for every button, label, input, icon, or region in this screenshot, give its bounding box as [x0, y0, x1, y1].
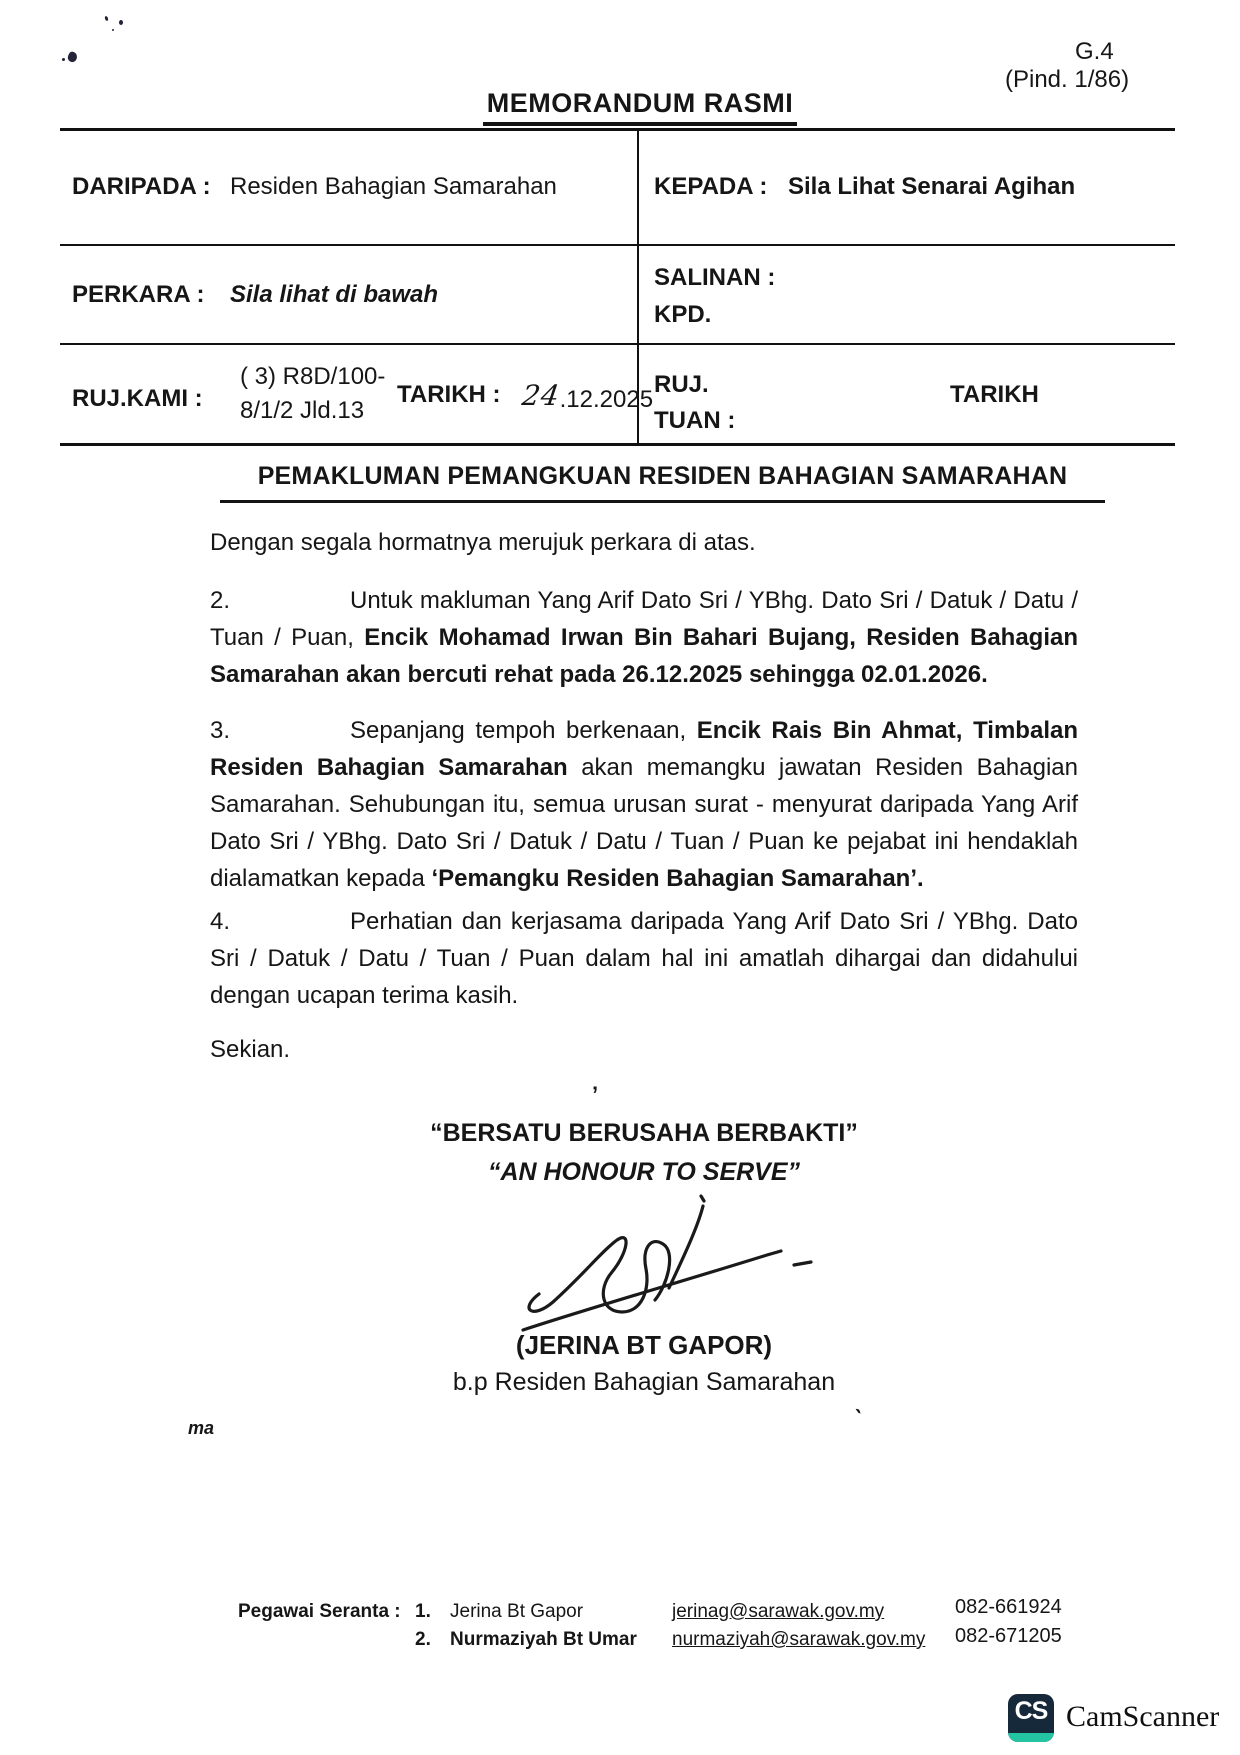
paragraph-2: [210, 582, 1078, 693]
table-rule: [60, 343, 1175, 345]
motto-line-2: “AN HONOUR TO SERVE”: [487, 1158, 801, 1186]
camscanner-badge-accent-bar: [1008, 1733, 1054, 1742]
tarikh-kami-value: [519, 379, 654, 414]
paragraph-1: Dengan segala hormatnya merujuk perkara di atas.: [210, 529, 756, 556]
contact-phone: 082-661924: [955, 1596, 1062, 1618]
ink-speck: [62, 58, 65, 61]
kepada-value: Sila Lihat Senarai Agihan: [788, 173, 1076, 200]
daripada-label: DARIPADA :: [72, 173, 211, 200]
ink-speck: [112, 29, 114, 31]
camscanner-logo-icon: [1008, 1694, 1054, 1742]
contact-email: nurmaziyah@sarawak.gov.my: [672, 1629, 926, 1650]
daripada-value: Residen Bahagian Samarahan: [230, 173, 557, 200]
rujtuan-label-line2: TUAN :: [654, 407, 736, 434]
contact-name: Nurmaziyah Bt Umar: [450, 1629, 637, 1650]
paragraph-3-bold-2: ‘Pemangku Residen Bahagian Samarahan’.: [431, 865, 924, 892]
paragraph-number: 4.: [210, 908, 231, 935]
motto-line-1: “BERSATU BERUSAHA BERBAKTI”: [430, 1119, 858, 1147]
paragraph-3-bold-1: Encik Rais Bin Ahmat, Timbalan Residen Bahagian Samarahan: [210, 717, 1078, 781]
motto-block: [210, 1114, 1078, 1192]
perkara-value: Sila lihat di bawah: [230, 281, 439, 308]
camscanner-wordmark: CamScanner: [1066, 1700, 1220, 1733]
memo-title-row: [0, 88, 1240, 126]
closing-word: Sekian.: [210, 1036, 291, 1063]
form-code: G.4: [1075, 38, 1114, 65]
paragraph-number: 3.: [210, 717, 231, 744]
paragraph-4-text: Perhatian dan kerjasama daripada Yang Arif Dato Sri / YBhg. Dato Sri / Datuk / Datu / Tuan / Puan dalam hal ini amatlah dihargai dan didahului dengan ucapan terima kasih.: [210, 908, 1078, 1009]
stray-pen-mark: ’: [592, 1082, 599, 1107]
stray-pen-mark: ˋ: [849, 1403, 864, 1435]
paragraph-2-text: Untuk makluman Yang Arif Dato Sri / YBhg. Dato Sri / Datuk / Datu / Tuan / Puan,: [210, 587, 1078, 651]
contact-number: 2.: [415, 1629, 431, 1650]
signature-scribble: [505, 1192, 825, 1347]
salinan-label: SALINAN :: [654, 264, 776, 291]
camscanner-badge-text: CS: [1014, 1697, 1048, 1725]
tarikh-kami-label: TARIKH :: [397, 381, 501, 408]
tarikh-handwritten-day: 24: [519, 379, 563, 412]
paragraph-3: [210, 712, 1078, 897]
contact-number: 1.: [415, 1601, 431, 1622]
signer-title: b.p Residen Bahagian Samarahan: [452, 1368, 836, 1396]
rujkami-ref-line1: ( 3) R8D/100-: [240, 363, 386, 390]
contact-phone: 082-671205: [955, 1625, 1062, 1647]
paragraph-2-bold: Encik Mohamad Irwan Bin Bahari Bujang, Residen Bahagian Samarahan akan bercuti rehat pada 26.12.2025 sehingga 02.01.2026.: [210, 624, 1079, 688]
subject-heading: PEMAKLUMAN PEMANGKUAN RESIDEN BAHAGIAN SAMARAHAN: [220, 462, 1105, 503]
rujkami-label: RUJ.KAMI :: [72, 385, 203, 412]
footer-label: Pegawai Seranta :: [238, 1601, 401, 1622]
paragraph-3-text-2: akan memangku jawatan Residen Bahagian Samarahan. Sehubungan itu, semua urusan surat - menyurat daripada Yang Arif Dato Sri / YBhg. Dato Sri / Datuk / Datu / Tuan / Puan ke pejabat ini hendaklah dialamatkan kepada: [210, 754, 1079, 892]
rujtuan-label-line1: RUJ.: [654, 371, 709, 398]
memo-header-table: [60, 128, 1175, 446]
paragraph-3-text-1: Sepanjang tempoh berkenaan,: [350, 717, 687, 744]
ink-speck: [104, 16, 109, 22]
kepada-label: KEPADA :: [654, 173, 768, 200]
form-revision: (Pind. 1/86): [1005, 66, 1130, 93]
rujkami-ref-line2: 8/1/2 Jld.13: [240, 397, 365, 424]
memo-title: MEMORANDUM RASMI: [483, 88, 797, 126]
paragraph-number: 2.: [210, 587, 231, 614]
tarikh-printed-part: .12.2025: [559, 386, 654, 413]
contact-email: jerinag@sarawak.gov.my: [672, 1601, 885, 1622]
signer-name: (JERINA BT GAPOR): [515, 1330, 773, 1360]
paragraph-4: [210, 903, 1078, 1014]
salinan-kpd-label: KPD.: [654, 301, 712, 328]
table-rule: [60, 244, 1175, 246]
contact-name: Jerina Bt Gapor: [450, 1601, 584, 1622]
perkara-label: PERKARA :: [72, 281, 205, 308]
ink-speck: [66, 51, 78, 64]
margin-note: ma: [188, 1418, 215, 1438]
ink-speck: [119, 20, 123, 25]
tarikh-tuan-label: TARIKH: [950, 381, 1039, 408]
